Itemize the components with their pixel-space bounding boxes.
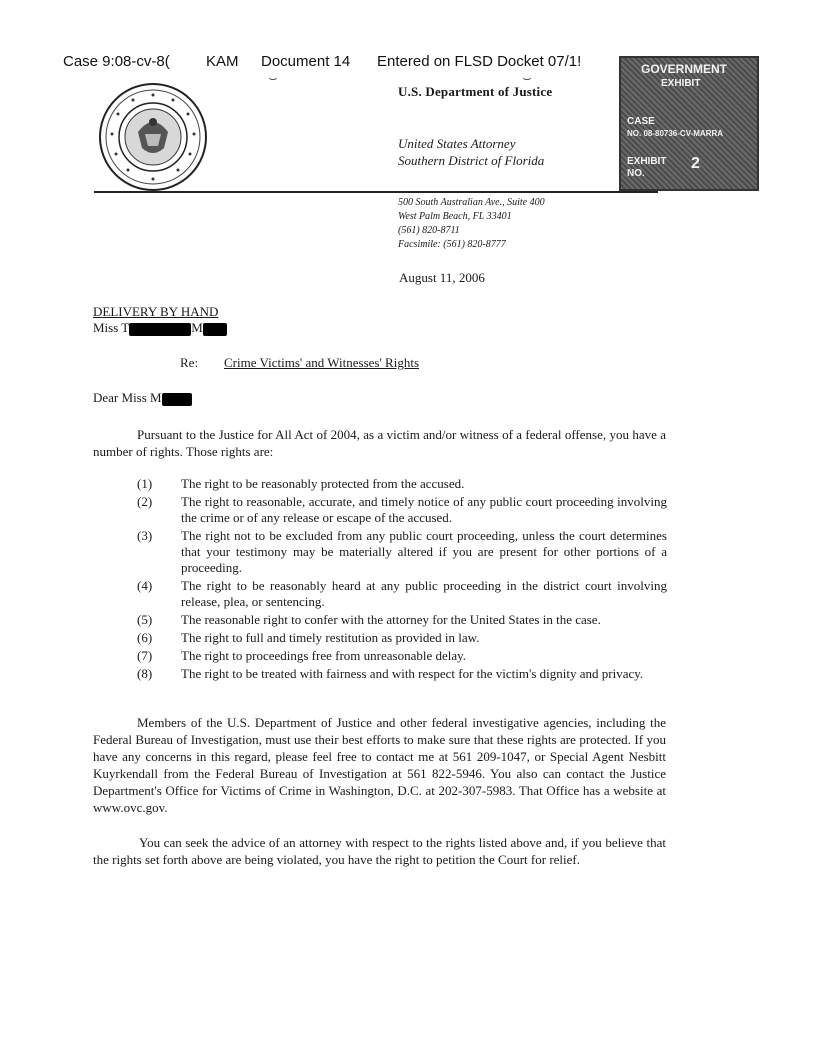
advice-paragraph: You can seek the advice of an attorney with respect to the rights listed above and, if you believe that the rights set forth above are being violated, you have the right to petition the Court for relief. <box>93 835 666 867</box>
address-city: West Palm Beach, FL 33401 <box>398 211 512 222</box>
re-subject: Crime Victims' and Witnesses' Rights <box>224 355 420 370</box>
right-text: The right to be reasonably protected from the accused. <box>181 476 465 491</box>
stamp-exhibit-no-label: NO. <box>627 168 645 179</box>
judge-initials: KAM <box>206 53 239 70</box>
address-phone: (561) 820-8711 <box>398 225 460 236</box>
list-item <box>137 494 667 526</box>
right-text: The right to full and timely restitution as provided in law. <box>181 630 480 645</box>
address-street: 500 South Australian Ave., Suite 400 <box>398 197 545 208</box>
stamp-exhibit: EXHIBIT <box>661 78 701 89</box>
redaction-bar <box>162 393 192 406</box>
document-number: Document 14 <box>261 53 351 70</box>
list-item <box>137 528 667 576</box>
stamp-exhibit-label: EXHIBIT <box>627 156 667 167</box>
list-item <box>137 476 667 492</box>
department-name: U.S. Department of Justice <box>398 84 553 99</box>
right-number: (4) <box>137 578 153 593</box>
delivery-method: DELIVERY BY HAND <box>93 304 219 319</box>
right-number: (2) <box>137 494 153 509</box>
recipient-prefix: Miss T <box>93 320 130 335</box>
list-item <box>137 648 667 664</box>
right-number: (1) <box>137 476 153 491</box>
doj-seal-icon <box>98 82 208 192</box>
docket-entry: Entered on FLSD Docket 07/1! <box>377 53 582 70</box>
case-number: Case 9:08-cv-8( <box>63 53 170 70</box>
exhibit-stamp <box>619 56 759 191</box>
address-block <box>398 196 545 252</box>
right-text: The reasonable right to confer with the attorney for the United States in the case. <box>181 612 601 627</box>
list-item <box>137 612 667 628</box>
right-text: The right not to be excluded from any public court proceeding, unless the court determines that your testimony may be materially altered if you are present for other portions of a proceeding. <box>181 528 667 575</box>
list-item <box>137 630 667 646</box>
stamp-government: GOVERNMENT <box>641 62 728 76</box>
scan-mark: ⌣ <box>522 71 532 87</box>
salutation <box>93 390 192 406</box>
right-number: (7) <box>137 648 153 663</box>
letterhead-divider <box>94 191 658 193</box>
redaction-bar <box>129 323 191 336</box>
stamp-case-label: CASE <box>627 116 655 127</box>
list-item <box>137 578 667 610</box>
contact-paragraph: Members of the U.S. Department of Justice and other federal investigative agencies, including the Federal Bureau of Investigation, must use their best efforts to make sure that these rights are protected. If you have any concerns in this regard, please feel free to contact me at 561 209-1047, or Special Agent Nesbitt Kuyrkendall from the Federal Bureau of Investigation at 561 822-5946. You also can contact the Justice Department's Office for Victims of Crime in Washington, D.C. at 202-307-5983. That Office has a website at www.ovc.gov. <box>93 715 666 815</box>
right-text: The right to be reasonably heard at any public proceeding in the district court involving release, plea, or sentencing. <box>181 578 667 609</box>
right-number: (3) <box>137 528 153 543</box>
stamp-case-number: NO. 08-80736-CV-MARRA <box>627 129 724 138</box>
right-number: (8) <box>137 666 153 681</box>
recipient-initial: M <box>191 320 203 335</box>
list-item <box>137 666 667 682</box>
redaction-bar <box>203 323 227 336</box>
rights-list <box>137 476 667 684</box>
right-number: (5) <box>137 612 153 627</box>
right-text: The right to reasonable, accurate, and timely notice of any public court proceeding involving the crime or of any release or escape of the accused. <box>181 494 667 525</box>
recipient-name <box>93 320 227 336</box>
stamp-exhibit-number: 2 <box>691 155 700 172</box>
office-block <box>398 135 544 169</box>
letter-date: August 11, 2006 <box>399 270 485 285</box>
right-text: The right to proceedings free from unreasonable delay. <box>181 648 467 663</box>
address-fax: Facsimile: (561) 820-8777 <box>398 239 506 250</box>
re-label: Re: <box>180 355 199 370</box>
scan-mark: ⌣ <box>268 71 278 87</box>
office-district: Southern District of Florida <box>398 153 545 168</box>
salutation-text: Dear Miss M <box>93 390 162 405</box>
right-text: The right to be treated with fairness and with respect for the victim's dignity and privacy. <box>181 666 644 681</box>
office-title: United States Attorney <box>398 136 516 151</box>
right-number: (6) <box>137 630 153 645</box>
intro-paragraph: Pursuant to the Justice for All Act of 2004, as a victim and/or witness of a federal offense, you have a number of rights. Those rights are: <box>93 427 666 459</box>
